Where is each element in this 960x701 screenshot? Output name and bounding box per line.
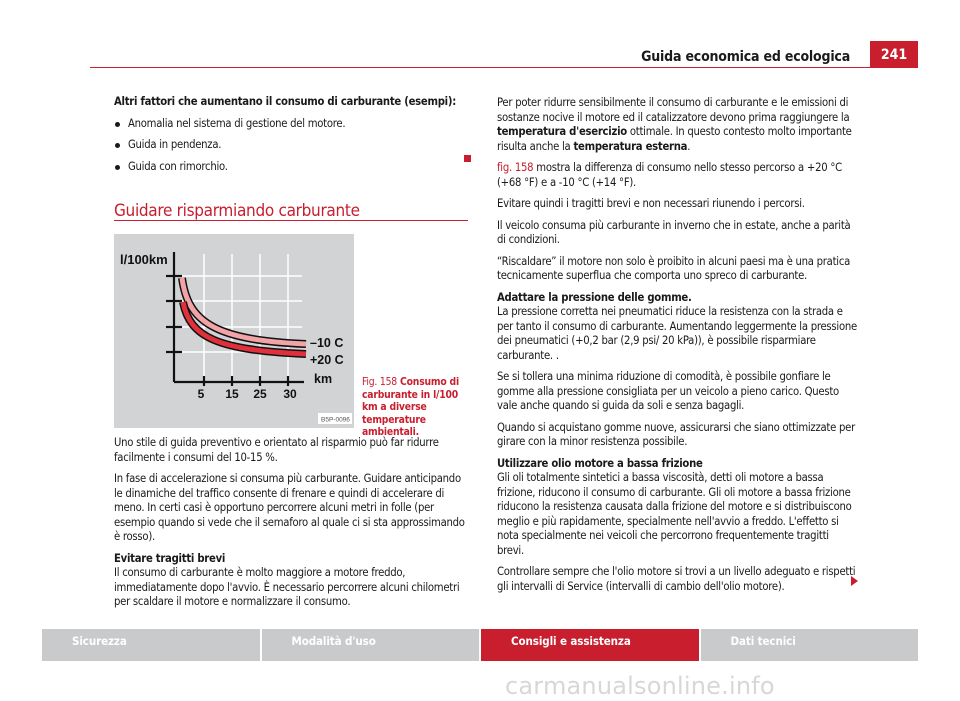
header-rule [90, 67, 918, 68]
consumption-figure [114, 234, 354, 428]
tab-sicurezza[interactable]: Sicurezza [42, 629, 260, 661]
tab-consigli-assistenza[interactable]: Consigli e assistenza [481, 629, 699, 661]
figure-reference-link[interactable]: fig. 158 [497, 161, 534, 174]
list-item: Guida con rimorchio. [114, 160, 468, 175]
figure-caption-text: Consumo di carburante in l/100 km a diverse temperature ambientali. [362, 376, 459, 438]
tab-modalita-uso[interactable]: Modalità d'uso [262, 629, 480, 661]
paragraph: “Riscaldare” il motore non solo è proibito in alcuni paesi ma è una pratica tecnicamente superflua che comporta uno spreco di carburante. [497, 254, 851, 282]
figure-caption-label: Fig. 158 [362, 376, 397, 388]
subheading-short-trips: Evitare tragitti brevi [114, 551, 226, 565]
factor-list [114, 117, 468, 175]
x-axis-unit: km [314, 372, 333, 386]
subheading-oil: Utilizzare olio motore a bassa frizione [497, 456, 703, 470]
section-rule [114, 220, 468, 221]
footer-tabs [42, 629, 918, 661]
paragraph: Se si tollera una minima riduzione di comodità, è possibile gonfiare le gomme alla pressione consigliata per un veicolo a pieno carico. Questo vale anche quando si guida da soli e senza bagagli. [497, 370, 839, 412]
paragraph: In fase di accelerazione si consuma più carburante. Guidare anticipando le dinamiche del traffico consente di frenare e quindi di accelerare di meno. In certi casi è opportuno percorrere alcuni metri in folle (per esempio quando si vede che il semaforo al quale ci si sta approssimando è rosso). [114, 472, 465, 543]
paragraph: La pressione corretta nei pneumatici riduce la resistenza con la strada e per tanto il consumo di carburante. Aumentando leggermente la pressione dei pneumatici (+0,2 bar (2,9 psi/ 20 kPa)), è possibile risparmiare carburante. . [497, 305, 857, 362]
tab-dati-tecnici[interactable]: Dati tecnici [701, 629, 919, 661]
left-column-body [114, 436, 468, 617]
paragraph: Quando si acquistano gomme nuove, assicurarsi che siano ottimizzate per girare con la minor resistenza possibile. [497, 420, 855, 448]
watermark: carmanualsonline.info [505, 672, 775, 700]
paragraph: Evitare quindi i tragitti brevi e non necessari riunendo i percorsi. [497, 197, 805, 210]
left-column-intro [114, 95, 468, 181]
x-tick-label: 5 [197, 387, 205, 401]
list-item: Guida in pendenza. [114, 138, 468, 153]
continue-arrow-icon [851, 576, 858, 586]
series-label-minus10: –10 C [310, 336, 344, 350]
x-tick-label: 25 [253, 387, 267, 401]
section-end-marker [464, 155, 471, 162]
paragraph: Il veicolo consuma più carburante in inverno che in estate, anche a parità di condizioni. [497, 218, 851, 246]
x-tick-label: 30 [283, 387, 297, 401]
figure-caption [362, 376, 468, 439]
paragraph: fig. 158 mostra la differenza di consumo nello stesso percorso a +20 °C (+68 °F) e a -10 °C (+14 °F). [497, 161, 842, 189]
paragraph: Il consumo di carburante è molto maggiore a motore freddo, immediatamente dopo l'avvio. È necessario percorrere alcuni chilometri per scaldare il motore e normalizzare il consumo. [114, 566, 460, 608]
paragraph [497, 291, 857, 306]
section-title: Guidare risparmiando carburante [114, 201, 360, 221]
paragraph: Uno stile di guida preventivo e orientato al risparmio può far ridurre facilmente i consumi del 10-15 %. [114, 436, 439, 464]
x-tick-label: 15 [225, 387, 239, 401]
paragraph [497, 457, 857, 472]
paragraph: Per poter ridurre sensibilmente il consumo di carburante e le emissioni di sostanze nocive il motore ed il catalizzatore devono prima raggiungere la temperatura d'esercizio ottimale. In questo contesto molto importante risulta anche la temperatura esterna. [497, 96, 852, 153]
figure-code: B5P-0096 [321, 416, 350, 424]
subheading-tyres: Adattare la pressione delle gomme. [497, 290, 692, 304]
paragraph: Controllare sempre che l'olio motore si trovi a un livello adeguato e rispetti gli intervalli di Service (intervalli di cambio dell'olio motore). [497, 565, 856, 593]
page-number-badge: 241 [870, 41, 918, 68]
intro-heading: Altri fattori che aumentano il consumo di carburante (esempi): [114, 95, 457, 108]
y-axis-unit: l/100km [120, 252, 168, 267]
right-column [497, 96, 857, 601]
page-header-title: Guida economica ed ecologica [641, 49, 850, 65]
list-item: Anomalia nel sistema di gestione del motore. [114, 117, 468, 132]
paragraph [114, 552, 468, 567]
paragraph: Gli oli totalmente sintetici a bassa viscosità, detti oli motore a bassa frizione, riducono il consumo di carburante. Gli oli motore a bassa frizione riducono la resistenza causata dalla frizione del motore e si distribuiscono meglio e più rapidamente, specialmente nell'avvio a freddo. L'effetto si nota specialmente nei veicoli che percorrono frequentemente tragitti brevi. [497, 471, 852, 557]
series-label-plus20: +20 C [310, 353, 344, 367]
